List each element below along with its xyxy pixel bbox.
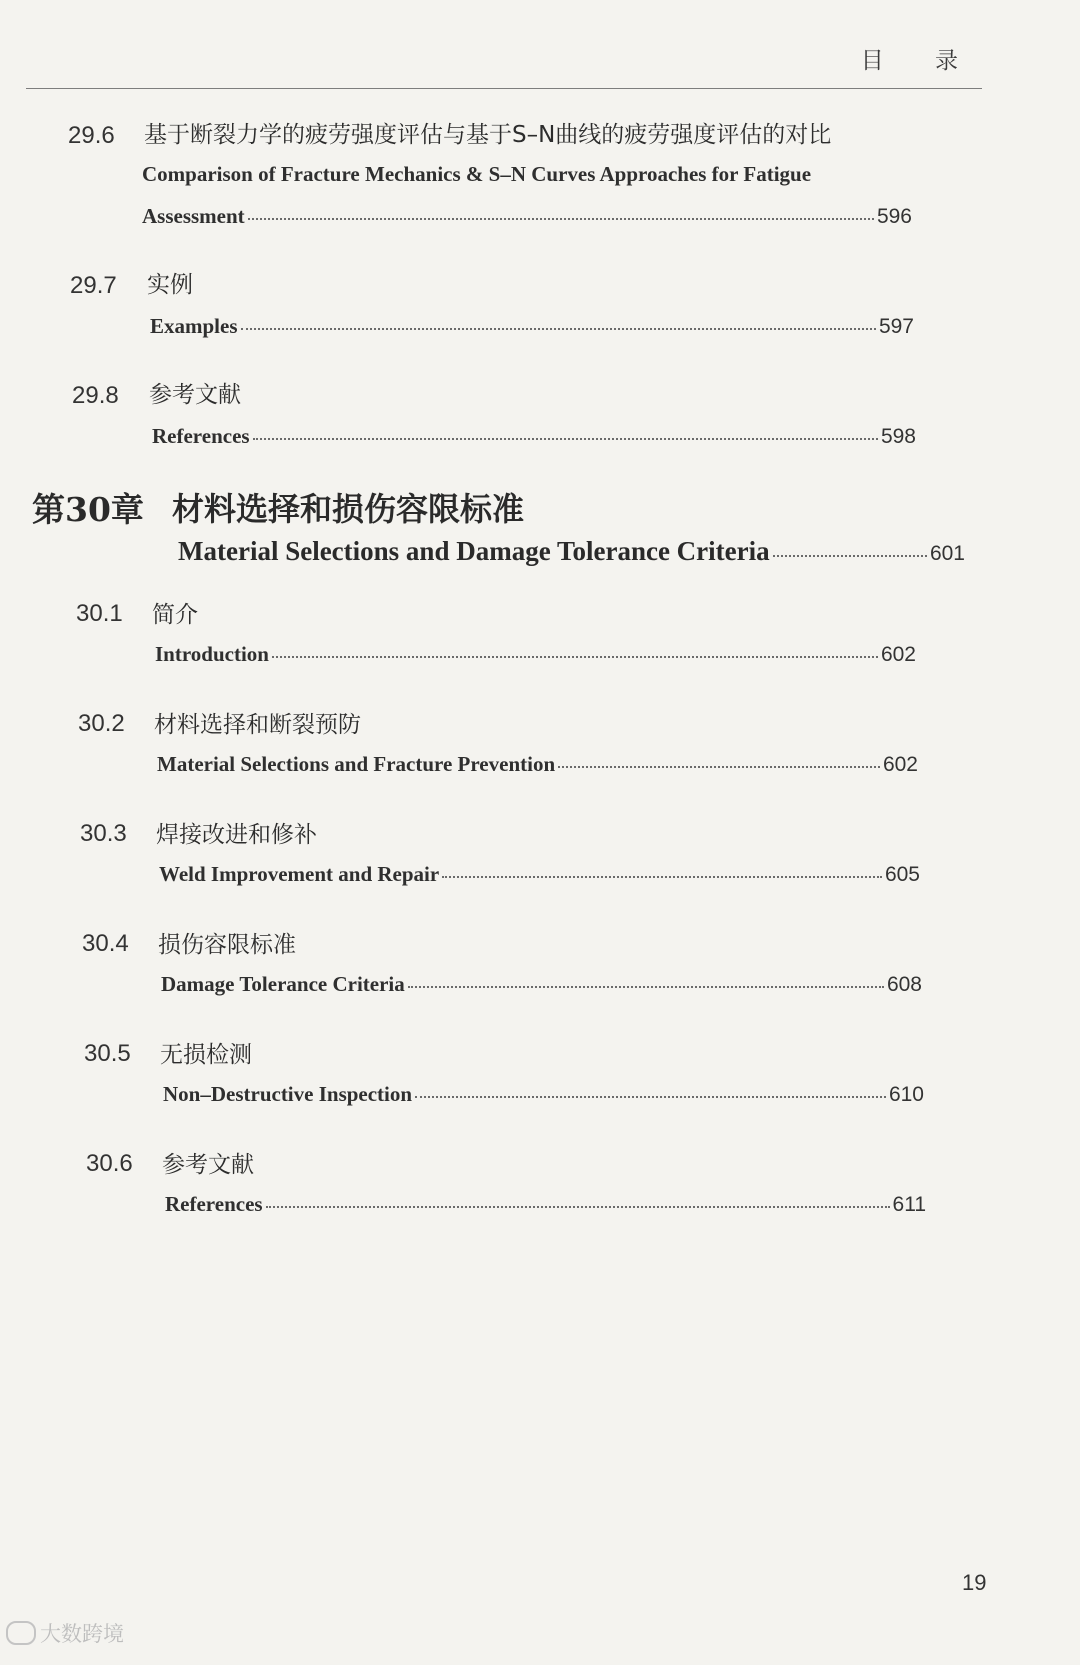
section-title-en: References 611 [165, 1192, 926, 1216]
watermark-text: 大数跨境 [40, 1622, 124, 1646]
page-ref: 598 [880, 425, 916, 448]
section-title-zh: 无损检测 [160, 1042, 252, 1068]
section-title-zh: 损伤容限标准 [158, 932, 296, 958]
section-title-zh: 基于断裂力学的疲劳强度评估与基于S–N曲线的疲劳强度评估的对比 [144, 122, 832, 148]
section-number: 30.5 [84, 1040, 131, 1067]
section-title-zh: 材料选择和断裂预防 [154, 712, 361, 738]
section-number: 30.3 [80, 820, 127, 847]
section-number: 30.1 [76, 600, 123, 627]
chapter-title-en: Material Selections and Damage Tolerance Criteria 601 [178, 536, 965, 566]
watermark-logo-icon [6, 1621, 36, 1645]
section-number: 29.6 [68, 122, 115, 149]
section-title-en: Examples 597 [150, 314, 914, 338]
section-title-en: Weld Improvement and Repair 605 [159, 862, 920, 886]
section-number: 29.8 [72, 382, 119, 409]
dot-leader [266, 1206, 890, 1208]
section-title-en: Assessment 596 [142, 204, 912, 228]
section-title-en: Damage Tolerance Criteria 608 [161, 972, 922, 996]
section-title-en: Non–Destructive Inspection 610 [163, 1082, 924, 1106]
dot-leader [408, 986, 884, 988]
page-ref: 608 [886, 973, 922, 996]
page-ref: 602 [882, 753, 918, 776]
section-number: 30.4 [82, 930, 129, 957]
section-title-en: References 598 [152, 424, 916, 448]
header-rule [26, 88, 982, 89]
page-ref: 596 [876, 205, 912, 228]
dot-leader [442, 876, 882, 878]
dot-leader [253, 438, 878, 440]
section-title-zh: 实例 [147, 272, 193, 298]
dot-leader [248, 218, 874, 220]
dot-leader [558, 766, 880, 768]
dot-leader [773, 555, 927, 557]
page-ref: 611 [892, 1193, 926, 1216]
page-ref: 602 [880, 643, 916, 666]
watermark [6, 1618, 124, 1648]
section-title-zh: 参考文献 [149, 382, 241, 408]
chapter-title-zh: 材料选择和损伤容限标准 [172, 490, 525, 528]
dot-leader [415, 1096, 886, 1098]
page-ref: 601 [929, 542, 965, 565]
section-title-zh: 焊接改进和修补 [156, 822, 317, 848]
page-ref: 597 [878, 315, 914, 338]
dot-leader [272, 656, 878, 658]
section-title-en: Introduction 602 [155, 642, 916, 666]
section-number: 29.7 [70, 272, 117, 299]
dot-leader [241, 328, 876, 330]
header-title: 目 录 [860, 48, 980, 74]
chapter-number: 第30章 [32, 490, 144, 529]
section-number: 30.6 [86, 1150, 133, 1177]
page-ref: 610 [888, 1083, 924, 1106]
section-title-zh: 简介 [152, 602, 198, 628]
section-title-en: Material Selections and Fracture Prevention 602 [157, 752, 918, 776]
section-title-en-line1: Comparison of Fracture Mechanics & S–N Curves Approaches for Fatigue [142, 162, 812, 186]
page-ref: 605 [884, 863, 920, 886]
section-title-zh: 参考文献 [162, 1152, 254, 1178]
section-number: 30.2 [78, 710, 125, 737]
page-number: 19 [962, 1570, 987, 1595]
